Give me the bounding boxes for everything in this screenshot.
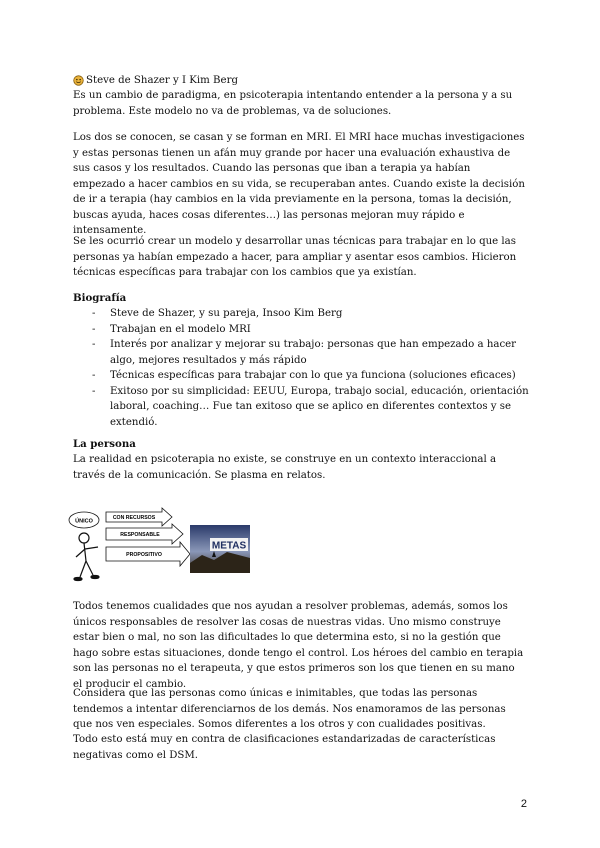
label-metas: METAS xyxy=(211,540,247,552)
list-item: - Exitoso por su simplicidad: EEUU, Europa, trabajo social, educación, orientación laboral, coaching… Fue tan exitoso que se aplico en diferentes contextos y se extendió. xyxy=(92,385,529,428)
label-unico: ÚNICO xyxy=(75,518,93,525)
considera-paragraph: Considera que las personas como únicas e inimitables, que todas las personas tendemos a intentar diferenciarnos de los demás. Nos enamoramos de las personas que nos ven especiales. Somos diferentes a los otros y con cualidades positivas. xyxy=(73,688,506,730)
persona-heading: La persona xyxy=(73,438,136,450)
arrow-propositivo xyxy=(106,542,190,566)
dsm-paragraph: Todo esto está muy en contra de clasificaciones estandarizadas de características negativas como el DSM. xyxy=(73,734,496,761)
intro-paragraph: Es un cambio de paradigma, en psicoterapia intentando entender a la persona y a su problema. Este modelo no va de problemas, va de soluciones. xyxy=(73,90,513,117)
page-number: 2 xyxy=(520,798,527,810)
persona-paragraph: La realidad en psicoterapia no existe, se construye en un contexto interaccional a través de la comunicación. Se plasma en relatos. xyxy=(73,454,497,481)
label-con-recursos: CON RECURSOS xyxy=(112,515,156,521)
document-title: Steve de Shazer y I Kim Berg xyxy=(86,75,238,86)
biografia-heading: Biografía xyxy=(73,292,127,304)
mri-paragraph: Los dos se conocen, se casan y se forman en MRI. El MRI hace muchas investigaciones y estas personas tienen un afán muy grande por hacer una evaluación exhaustiva de sus casos y los resultados. Cuando las personas que iban a terapia ya habían empezado a hacer cambios en su vida, se recuperaban antes. Cuando existe la decisión de ir a terapia (hay cambios en la vida previamente en la persona, tomas la decisión, buscas ayuda, haces cosas diferentes…) las personas mejoran muy rápido e intensamente. xyxy=(73,132,525,236)
biografia-list xyxy=(92,306,532,430)
metas-diagram xyxy=(62,505,262,585)
list-item: - Técnicas específicas para trabajar con lo que ya funciona (soluciones eficaces) xyxy=(92,370,516,381)
arrow-responsable xyxy=(106,524,183,544)
list-item: - Trabajan en el modelo MRI xyxy=(92,323,251,335)
smiley-face-icon xyxy=(73,75,84,86)
speech-cloud xyxy=(69,512,99,528)
stick-figure-icon xyxy=(74,533,99,581)
metas-figure xyxy=(62,505,262,585)
cualidades-paragraph: Todos tenemos cualidades que nos ayudan a resolver problemas, además, somos los únicos responsables de resolver las cosas de nuestras vidas. Uno mismo construye estar bien o mal, no son las dificultades lo que determina esto, si no la gestión que hago sobre estas situaciones, donde tengo el control. Los héroes del cambio en terapia son las personas no el terapeuta, y que estos primeros son los que tienen en su mano el producir el cambio. xyxy=(73,601,524,690)
model-paragraph: Se les ocurrió crear un modelo y desarrollar unas técnicas para trabajar en lo que las personas ya habían empezado a hacer, para ampliar y asentar esos cambios. Hicieron técnicas específicas para trabajar con los cambios que ya existían. xyxy=(73,236,517,278)
document-heading xyxy=(73,73,238,89)
label-responsable: RESPONSABLE xyxy=(120,532,160,538)
list-item: - Steve de Shazer, y su pareja, Insoo Kim Berg xyxy=(92,308,343,319)
label-propositivo: PROPOSITIVO xyxy=(126,552,162,558)
list-item: - Interés por analizar y mejorar su trabajo: personas que han empezado a hacer algo, mejores resultados y más rápido xyxy=(92,339,517,366)
metas-photo xyxy=(190,525,250,573)
arrow-con-recursos xyxy=(106,508,172,526)
